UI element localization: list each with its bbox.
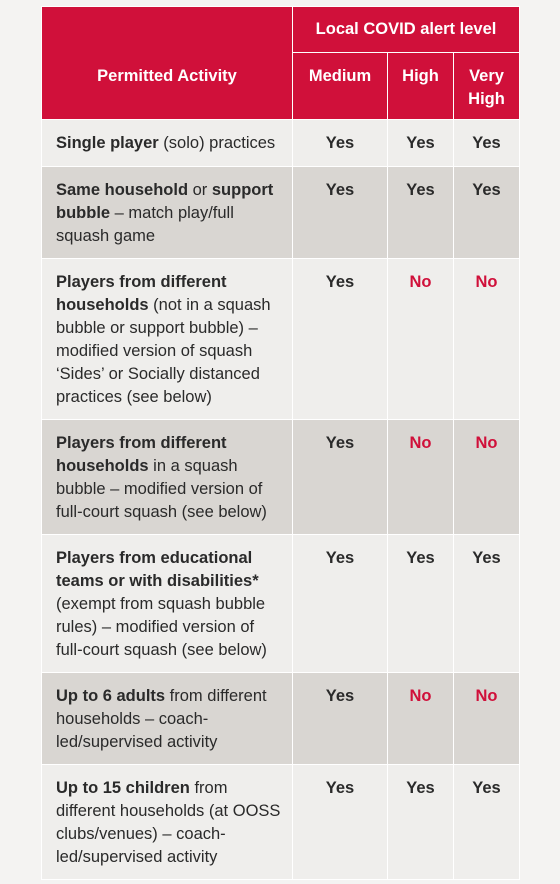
value-very-high: No <box>454 420 520 535</box>
activity-text: from different households (at OOSS clubs/venues) – coach-led/supervised activity <box>56 779 281 866</box>
level-very-high-header: Very High <box>454 53 520 120</box>
activity-cell <box>42 535 293 673</box>
activity-bold: Players from different households <box>56 434 227 475</box>
activity-cell <box>42 167 293 259</box>
activity-text: from different households – coach-led/supervised activity <box>56 687 267 751</box>
table-row <box>42 673 520 765</box>
table-row <box>42 120 520 167</box>
value-high: Yes <box>388 765 454 880</box>
activity-bold-2: support bubble <box>56 181 274 222</box>
activity-text: – match play/full squash game <box>56 204 234 245</box>
activity-bold: Players from different households <box>56 273 227 314</box>
activity-bold: Up to 15 children <box>56 779 190 797</box>
header-corner <box>42 7 293 53</box>
table-row <box>42 765 520 880</box>
activity-text: (solo) practices <box>158 134 276 152</box>
activity-cell <box>42 120 293 167</box>
table-row <box>42 535 520 673</box>
value-high: No <box>388 259 454 420</box>
value-medium: Yes <box>293 120 388 167</box>
table-row <box>42 420 520 535</box>
activity-bold: Single player <box>56 134 159 152</box>
value-medium: Yes <box>293 765 388 880</box>
activity-text: or <box>188 181 212 199</box>
activity-cell <box>42 420 293 535</box>
value-medium: Yes <box>293 673 388 765</box>
value-very-high: Yes <box>454 167 520 259</box>
header-row-levels <box>42 53 520 120</box>
activity-cell <box>42 259 293 420</box>
activity-bold: Same household <box>56 181 189 199</box>
value-very-high: Yes <box>454 535 520 673</box>
activity-cell <box>42 765 293 880</box>
value-medium: Yes <box>293 420 388 535</box>
header-row-top <box>42 7 520 53</box>
value-very-high: No <box>454 259 520 420</box>
table-row <box>42 167 520 259</box>
value-very-high: No <box>454 673 520 765</box>
value-very-high: Yes <box>454 120 520 167</box>
value-high: No <box>388 673 454 765</box>
value-high: Yes <box>388 535 454 673</box>
value-high: Yes <box>388 167 454 259</box>
activity-cell <box>42 673 293 765</box>
value-medium: Yes <box>293 259 388 420</box>
covid-activity-table <box>41 6 520 880</box>
rules-table-container <box>41 6 519 880</box>
value-very-high: Yes <box>454 765 520 880</box>
level-high-header: High <box>388 53 454 120</box>
activity-text: (exempt from squash bubble rules) – modified version of full-court squash (see below) <box>56 595 267 659</box>
activity-bold: Up to 6 adults <box>56 687 166 705</box>
value-medium: Yes <box>293 535 388 673</box>
table-row <box>42 259 520 420</box>
permitted-activity-header: Permitted Activity <box>42 53 293 120</box>
value-medium: Yes <box>293 167 388 259</box>
alert-level-group-header: Local COVID alert level <box>293 7 520 53</box>
activity-text: (not in a squash bubble or support bubble) – modified version of squash ‘Sides’ or Socially distanced practices (see below) <box>56 296 271 406</box>
activity-text: in a squash bubble – modified version of full-court squash (see below) <box>56 457 267 521</box>
level-medium-header: Medium <box>293 53 388 120</box>
value-high: Yes <box>388 120 454 167</box>
activity-bold: Players from educational teams or with disabilities* <box>56 549 259 590</box>
value-high: No <box>388 420 454 535</box>
